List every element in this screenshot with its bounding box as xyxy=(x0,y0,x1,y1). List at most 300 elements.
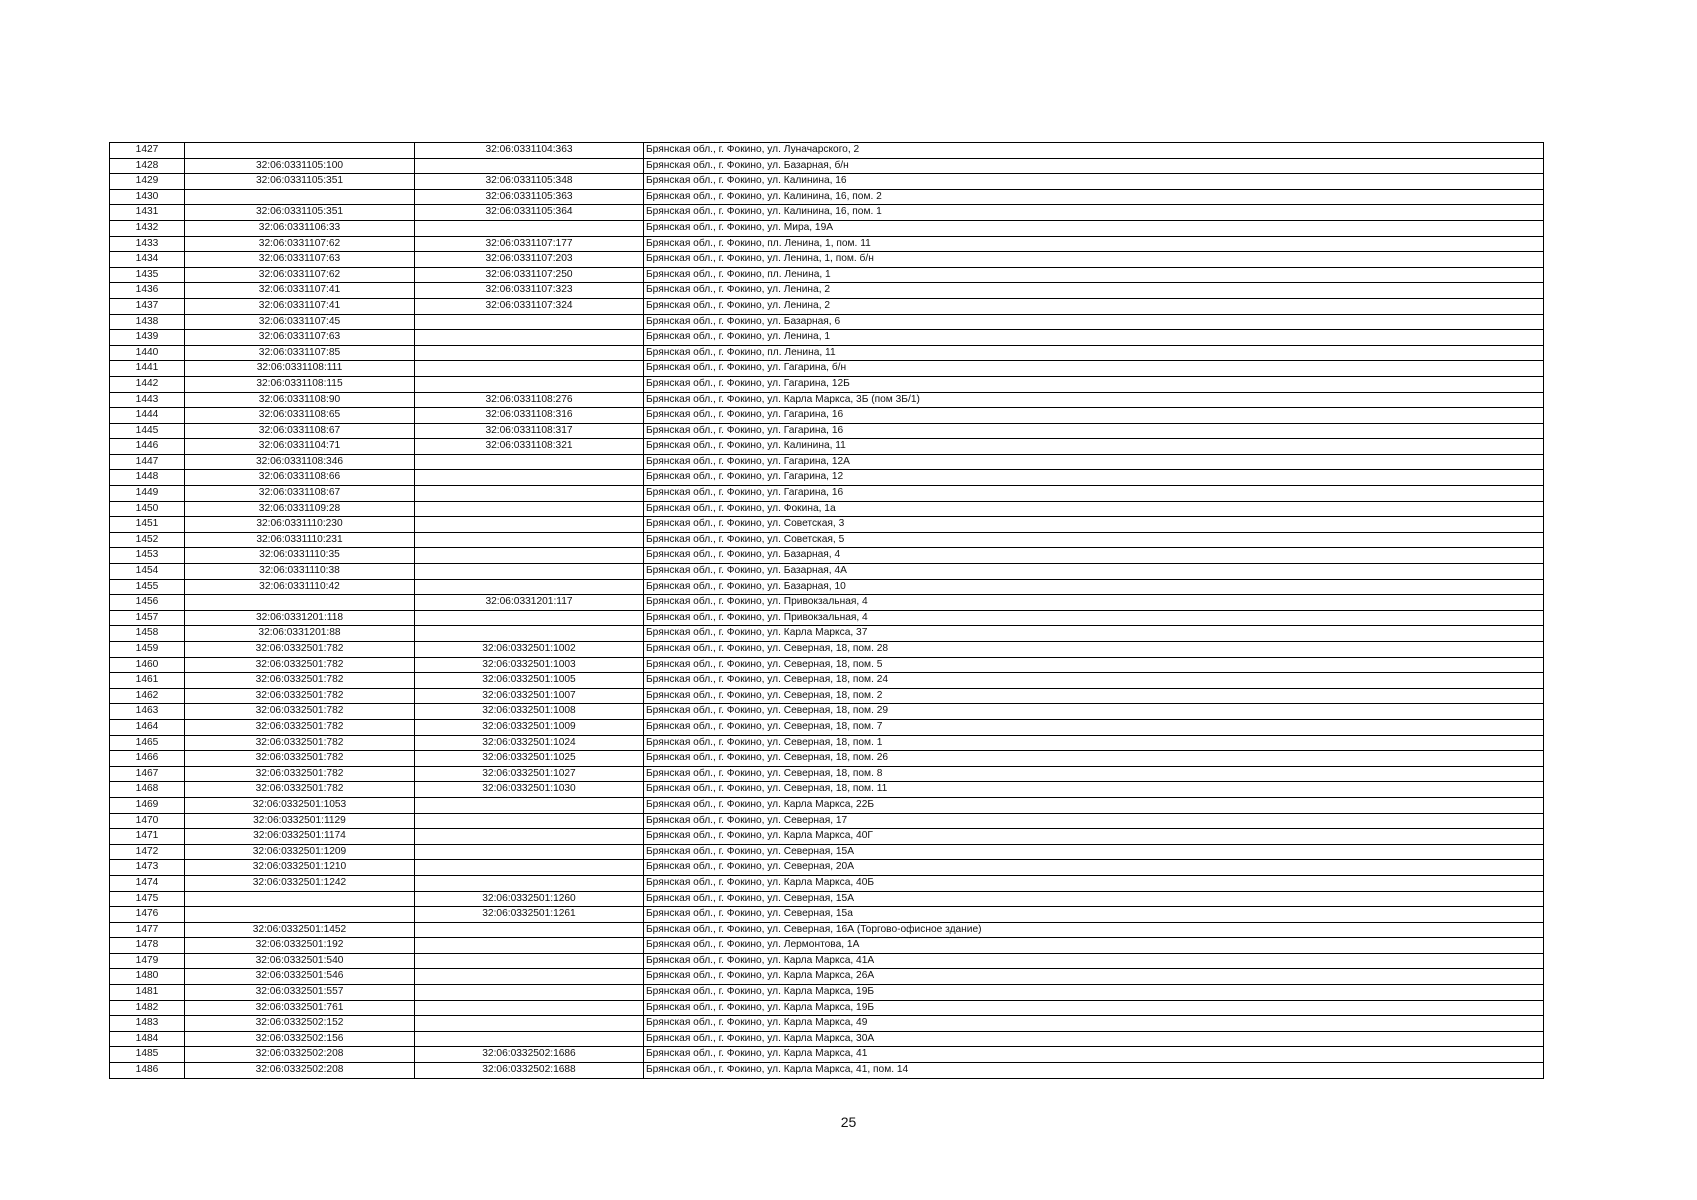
land-cadastral-number-cell: 32:06:0331107:45 xyxy=(185,314,415,330)
row-number-cell: 1483 xyxy=(110,1016,185,1032)
row-number-cell: 1440 xyxy=(110,345,185,361)
row-number-cell: 1434 xyxy=(110,252,185,268)
land-cadastral-number-cell xyxy=(185,595,415,611)
table-row xyxy=(110,392,1544,408)
table-row xyxy=(110,283,1544,299)
address-cell: Брянская обл., г. Фокино, ул. Северная, 18, пом. 29 xyxy=(644,704,1544,720)
table-row xyxy=(110,1016,1544,1032)
row-number-cell: 1444 xyxy=(110,408,185,424)
land-cadastral-number-cell: 32:06:0331110:35 xyxy=(185,548,415,564)
table-row xyxy=(110,922,1544,938)
table-row xyxy=(110,158,1544,174)
table-row xyxy=(110,938,1544,954)
land-cadastral-number-cell: 32:06:0331108:115 xyxy=(185,376,415,392)
building-cadastral-number-cell xyxy=(415,376,644,392)
address-cell: Брянская обл., г. Фокино, пл. Ленина, 1 xyxy=(644,267,1544,283)
address-cell: Брянская обл., г. Фокино, ул. Калинина, 11 xyxy=(644,439,1544,455)
table-row xyxy=(110,626,1544,642)
table-row xyxy=(110,579,1544,595)
table-row xyxy=(110,766,1544,782)
table-row xyxy=(110,314,1544,330)
row-number-cell: 1432 xyxy=(110,220,185,236)
table-row xyxy=(110,642,1544,658)
building-cadastral-number-cell xyxy=(415,158,644,174)
row-number-cell: 1455 xyxy=(110,579,185,595)
row-number-cell: 1442 xyxy=(110,376,185,392)
land-cadastral-number-cell: 32:06:0332501:782 xyxy=(185,766,415,782)
land-cadastral-number-cell: 32:06:0332502:156 xyxy=(185,1031,415,1047)
table-row xyxy=(110,797,1544,813)
address-cell: Брянская обл., г. Фокино, ул. Северная, 18, пом. 26 xyxy=(644,751,1544,767)
row-number-cell: 1443 xyxy=(110,392,185,408)
address-cell: Брянская обл., г. Фокино, ул. Калинина, 16 xyxy=(644,174,1544,190)
row-number-cell: 1477 xyxy=(110,922,185,938)
table-row xyxy=(110,844,1544,860)
table-row xyxy=(110,345,1544,361)
row-number-cell: 1454 xyxy=(110,564,185,580)
building-cadastral-number-cell: 32:06:0331105:348 xyxy=(415,174,644,190)
table-row xyxy=(110,439,1544,455)
address-cell: Брянская обл., г. Фокино, пл. Ленина, 1, пом. 11 xyxy=(644,236,1544,252)
building-cadastral-number-cell: 32:06:0331107:203 xyxy=(415,252,644,268)
address-cell: Брянская обл., г. Фокино, ул. Фокина, 1а xyxy=(644,501,1544,517)
address-cell: Брянская обл., г. Фокино, ул. Северная, 15А xyxy=(644,844,1544,860)
table-row xyxy=(110,891,1544,907)
building-cadastral-number-cell: 32:06:0332501:1007 xyxy=(415,688,644,704)
row-number-cell: 1449 xyxy=(110,486,185,502)
address-cell: Брянская обл., г. Фокино, ул. Северная, 15а xyxy=(644,907,1544,923)
building-cadastral-number-cell xyxy=(415,860,644,876)
building-cadastral-number-cell xyxy=(415,220,644,236)
address-cell: Брянская обл., г. Фокино, ул. Северная, 18, пом. 28 xyxy=(644,642,1544,658)
land-cadastral-number-cell: 32:06:0331110:231 xyxy=(185,532,415,548)
table-row xyxy=(110,953,1544,969)
land-cadastral-number-cell: 32:06:0332501:782 xyxy=(185,719,415,735)
address-cell: Брянская обл., г. Фокино, ул. Северная, 20А xyxy=(644,860,1544,876)
row-number-cell: 1441 xyxy=(110,361,185,377)
land-cadastral-number-cell: 32:06:0332501:782 xyxy=(185,704,415,720)
building-cadastral-number-cell: 32:06:0331107:324 xyxy=(415,298,644,314)
row-number-cell: 1428 xyxy=(110,158,185,174)
row-number-cell: 1478 xyxy=(110,938,185,954)
building-cadastral-number-cell xyxy=(415,486,644,502)
building-cadastral-number-cell xyxy=(415,579,644,595)
row-number-cell: 1468 xyxy=(110,782,185,798)
table-row xyxy=(110,486,1544,502)
building-cadastral-number-cell xyxy=(415,610,644,626)
row-number-cell: 1474 xyxy=(110,875,185,891)
land-cadastral-number-cell: 32:06:0331107:62 xyxy=(185,236,415,252)
row-number-cell: 1466 xyxy=(110,751,185,767)
building-cadastral-number-cell: 32:06:0331107:177 xyxy=(415,236,644,252)
table-row xyxy=(110,298,1544,314)
address-cell: Брянская обл., г. Фокино, ул. Северная, 18, пом. 7 xyxy=(644,719,1544,735)
building-cadastral-number-cell xyxy=(415,813,644,829)
land-cadastral-number-cell: 32:06:0331108:67 xyxy=(185,423,415,439)
building-cadastral-number-cell: 32:06:0331104:363 xyxy=(415,143,644,159)
table-row xyxy=(110,143,1544,159)
building-cadastral-number-cell: 32:06:0332502:1686 xyxy=(415,1047,644,1063)
land-cadastral-number-cell: 32:06:0331107:41 xyxy=(185,283,415,299)
address-cell: Брянская обл., г. Фокино, ул. Гагарина, 16 xyxy=(644,408,1544,424)
building-cadastral-number-cell xyxy=(415,454,644,470)
building-cadastral-number-cell: 32:06:0331105:364 xyxy=(415,205,644,221)
land-cadastral-number-cell: 32:06:0332501:1209 xyxy=(185,844,415,860)
land-cadastral-number-cell: 32:06:0332501:557 xyxy=(185,985,415,1001)
building-cadastral-number-cell: 32:06:0332501:1009 xyxy=(415,719,644,735)
table-row xyxy=(110,657,1544,673)
land-cadastral-number-cell: 32:06:0332501:782 xyxy=(185,673,415,689)
address-cell: Брянская обл., г. Фокино, ул. Советская, 3 xyxy=(644,517,1544,533)
address-cell: Брянская обл., г. Фокино, ул. Северная, 18, пом. 2 xyxy=(644,688,1544,704)
row-number-cell: 1482 xyxy=(110,1000,185,1016)
table-row xyxy=(110,719,1544,735)
building-cadastral-number-cell: 32:06:0332501:1027 xyxy=(415,766,644,782)
address-cell: Брянская обл., г. Фокино, ул. Гагарина, 16 xyxy=(644,486,1544,502)
address-cell: Брянская обл., г. Фокино, ул. Карла Маркса, 40Б xyxy=(644,875,1544,891)
building-cadastral-number-cell xyxy=(415,953,644,969)
land-cadastral-number-cell: 32:06:0331108:67 xyxy=(185,486,415,502)
address-cell: Брянская обл., г. Фокино, ул. Северная, 16А (Торгово-офисное здание) xyxy=(644,922,1544,938)
row-number-cell: 1470 xyxy=(110,813,185,829)
address-cell: Брянская обл., г. Фокино, ул. Гагарина, 16 xyxy=(644,423,1544,439)
building-cadastral-number-cell xyxy=(415,797,644,813)
page-number: 25 xyxy=(840,1114,857,1130)
address-cell: Брянская обл., г. Фокино, ул. Карла Маркса, 3Б (пом 3Б/1) xyxy=(644,392,1544,408)
row-number-cell: 1431 xyxy=(110,205,185,221)
land-cadastral-number-cell: 32:06:0332501:192 xyxy=(185,938,415,954)
row-number-cell: 1448 xyxy=(110,470,185,486)
table-row xyxy=(110,829,1544,845)
land-cadastral-number-cell: 32:06:0331107:63 xyxy=(185,330,415,346)
building-cadastral-number-cell: 32:06:0332502:1688 xyxy=(415,1063,644,1079)
table-row xyxy=(110,1047,1544,1063)
row-number-cell: 1430 xyxy=(110,189,185,205)
table-row xyxy=(110,735,1544,751)
address-cell: Брянская обл., г. Фокино, ул. Карла Маркса, 41 xyxy=(644,1047,1544,1063)
address-cell: Брянская обл., г. Фокино, ул. Привокзальная, 4 xyxy=(644,595,1544,611)
row-number-cell: 1459 xyxy=(110,642,185,658)
land-cadastral-number-cell: 32:06:0331106:33 xyxy=(185,220,415,236)
building-cadastral-number-cell xyxy=(415,470,644,486)
address-cell: Брянская обл., г. Фокино, ул. Калинина, 16, пом. 2 xyxy=(644,189,1544,205)
registry-table xyxy=(109,142,1544,1079)
land-cadastral-number-cell: 32:06:0332501:540 xyxy=(185,953,415,969)
address-cell: Брянская обл., г. Фокино, ул. Карла Маркса, 30А xyxy=(644,1031,1544,1047)
table-row xyxy=(110,1031,1544,1047)
land-cadastral-number-cell xyxy=(185,891,415,907)
row-number-cell: 1457 xyxy=(110,610,185,626)
row-number-cell: 1445 xyxy=(110,423,185,439)
address-cell: Брянская обл., г. Фокино, ул. Карла Маркса, 37 xyxy=(644,626,1544,642)
table-row xyxy=(110,361,1544,377)
row-number-cell: 1480 xyxy=(110,969,185,985)
building-cadastral-number-cell xyxy=(415,532,644,548)
row-number-cell: 1462 xyxy=(110,688,185,704)
land-cadastral-number-cell xyxy=(185,907,415,923)
building-cadastral-number-cell: 32:06:0331108:276 xyxy=(415,392,644,408)
table-row xyxy=(110,907,1544,923)
land-cadastral-number-cell: 32:06:0331107:62 xyxy=(185,267,415,283)
land-cadastral-number-cell: 32:06:0331105:351 xyxy=(185,205,415,221)
building-cadastral-number-cell: 32:06:0331108:321 xyxy=(415,439,644,455)
address-cell: Брянская обл., г. Фокино, ул. Ленина, 2 xyxy=(644,298,1544,314)
building-cadastral-number-cell: 32:06:0331201:117 xyxy=(415,595,644,611)
row-number-cell: 1484 xyxy=(110,1031,185,1047)
building-cadastral-number-cell xyxy=(415,969,644,985)
table-row xyxy=(110,423,1544,439)
building-cadastral-number-cell: 32:06:0331107:250 xyxy=(415,267,644,283)
building-cadastral-number-cell: 32:06:0332501:1025 xyxy=(415,751,644,767)
row-number-cell: 1439 xyxy=(110,330,185,346)
table-row xyxy=(110,595,1544,611)
row-number-cell: 1458 xyxy=(110,626,185,642)
land-cadastral-number-cell: 32:06:0332501:761 xyxy=(185,1000,415,1016)
table-row xyxy=(110,704,1544,720)
row-number-cell: 1435 xyxy=(110,267,185,283)
table-row xyxy=(110,969,1544,985)
building-cadastral-number-cell xyxy=(415,1016,644,1032)
land-cadastral-number-cell: 32:06:0332502:208 xyxy=(185,1063,415,1079)
row-number-cell: 1481 xyxy=(110,985,185,1001)
building-cadastral-number-cell xyxy=(415,517,644,533)
building-cadastral-number-cell: 32:06:0332501:1261 xyxy=(415,907,644,923)
address-cell: Брянская обл., г. Фокино, ул. Базарная, 4 xyxy=(644,548,1544,564)
table-row xyxy=(110,408,1544,424)
land-cadastral-number-cell: 32:06:0331110:230 xyxy=(185,517,415,533)
address-cell: Брянская обл., г. Фокино, ул. Ленина, 1 xyxy=(644,330,1544,346)
row-number-cell: 1453 xyxy=(110,548,185,564)
address-cell: Брянская обл., г. Фокино, ул. Северная, 18, пом. 1 xyxy=(644,735,1544,751)
building-cadastral-number-cell: 32:06:0332501:1003 xyxy=(415,657,644,673)
building-cadastral-number-cell: 32:06:0332501:1260 xyxy=(415,891,644,907)
land-cadastral-number-cell xyxy=(185,143,415,159)
address-cell: Брянская обл., г. Фокино, ул. Калинина, 16, пом. 1 xyxy=(644,205,1544,221)
building-cadastral-number-cell xyxy=(415,985,644,1001)
building-cadastral-number-cell xyxy=(415,1031,644,1047)
building-cadastral-number-cell xyxy=(415,829,644,845)
row-number-cell: 1461 xyxy=(110,673,185,689)
address-cell: Брянская обл., г. Фокино, ул. Лермонтова, 1А xyxy=(644,938,1544,954)
building-cadastral-number-cell xyxy=(415,345,644,361)
table-row xyxy=(110,751,1544,767)
table-row xyxy=(110,813,1544,829)
building-cadastral-number-cell: 32:06:0331108:317 xyxy=(415,423,644,439)
address-cell: Брянская обл., г. Фокино, ул. Базарная, 10 xyxy=(644,579,1544,595)
table-row xyxy=(110,782,1544,798)
table-row xyxy=(110,470,1544,486)
address-cell: Брянская обл., г. Фокино, ул. Базарная, 6 xyxy=(644,314,1544,330)
building-cadastral-number-cell: 32:06:0331108:316 xyxy=(415,408,644,424)
building-cadastral-number-cell xyxy=(415,626,644,642)
address-cell: Брянская обл., г. Фокино, ул. Мира, 19А xyxy=(644,220,1544,236)
land-cadastral-number-cell: 32:06:0331108:111 xyxy=(185,361,415,377)
land-cadastral-number-cell: 32:06:0332501:1452 xyxy=(185,922,415,938)
row-number-cell: 1433 xyxy=(110,236,185,252)
building-cadastral-number-cell xyxy=(415,938,644,954)
table-row xyxy=(110,532,1544,548)
building-cadastral-number-cell: 32:06:0332501:1005 xyxy=(415,673,644,689)
row-number-cell: 1460 xyxy=(110,657,185,673)
address-cell: Брянская обл., г. Фокино, ул. Карла Маркса, 41, пом. 14 xyxy=(644,1063,1544,1079)
building-cadastral-number-cell xyxy=(415,1000,644,1016)
address-cell: Брянская обл., г. Фокино, ул. Карла Маркса, 26А xyxy=(644,969,1544,985)
table-row xyxy=(110,376,1544,392)
building-cadastral-number-cell: 32:06:0332501:1002 xyxy=(415,642,644,658)
address-cell: Брянская обл., г. Фокино, ул. Базарная, 4А xyxy=(644,564,1544,580)
row-number-cell: 1469 xyxy=(110,797,185,813)
address-cell: Брянская обл., г. Фокино, ул. Ленина, 1, пом. б/н xyxy=(644,252,1544,268)
row-number-cell: 1452 xyxy=(110,532,185,548)
land-cadastral-number-cell: 32:06:0331108:66 xyxy=(185,470,415,486)
land-cadastral-number-cell: 32:06:0332502:152 xyxy=(185,1016,415,1032)
address-cell: Брянская обл., г. Фокино, ул. Северная, 15А xyxy=(644,891,1544,907)
row-number-cell: 1464 xyxy=(110,719,185,735)
table-row xyxy=(110,875,1544,891)
row-number-cell: 1467 xyxy=(110,766,185,782)
address-cell: Брянская обл., г. Фокино, ул. Северная, 18, пом. 8 xyxy=(644,766,1544,782)
address-cell: Брянская обл., г. Фокино, ул. Гагарина, 12А xyxy=(644,454,1544,470)
table-row xyxy=(110,860,1544,876)
land-cadastral-number-cell: 32:06:0332501:782 xyxy=(185,735,415,751)
table-row xyxy=(110,1063,1544,1079)
row-number-cell: 1437 xyxy=(110,298,185,314)
building-cadastral-number-cell: 32:06:0332501:1030 xyxy=(415,782,644,798)
land-cadastral-number-cell xyxy=(185,189,415,205)
address-cell: Брянская обл., г. Фокино, ул. Гагарина, 12Б xyxy=(644,376,1544,392)
table-row xyxy=(110,688,1544,704)
table-row xyxy=(110,174,1544,190)
row-number-cell: 1472 xyxy=(110,844,185,860)
address-cell: Брянская обл., г. Фокино, ул. Луначарского, 2 xyxy=(644,143,1544,159)
building-cadastral-number-cell xyxy=(415,548,644,564)
address-cell: Брянская обл., г. Фокино, ул. Карла Маркса, 19Б xyxy=(644,985,1544,1001)
registry-table-body xyxy=(110,143,1544,1079)
table-row xyxy=(110,236,1544,252)
row-number-cell: 1473 xyxy=(110,860,185,876)
table-row xyxy=(110,220,1544,236)
land-cadastral-number-cell: 32:06:0332501:1210 xyxy=(185,860,415,876)
table-row xyxy=(110,673,1544,689)
address-cell: Брянская обл., г. Фокино, ул. Ленина, 2 xyxy=(644,283,1544,299)
land-cadastral-number-cell: 32:06:0331201:118 xyxy=(185,610,415,626)
land-cadastral-number-cell: 32:06:0332501:782 xyxy=(185,642,415,658)
address-cell: Брянская обл., г. Фокино, пл. Ленина, 11 xyxy=(644,345,1544,361)
table-row xyxy=(110,1000,1544,1016)
table-row xyxy=(110,330,1544,346)
land-cadastral-number-cell: 32:06:0332501:1129 xyxy=(185,813,415,829)
building-cadastral-number-cell xyxy=(415,922,644,938)
address-cell: Брянская обл., г. Фокино, ул. Северная, 18, пом. 5 xyxy=(644,657,1544,673)
address-cell: Брянская обл., г. Фокино, ул. Базарная, б/н xyxy=(644,158,1544,174)
address-cell: Брянская обл., г. Фокино, ул. Привокзальная, 4 xyxy=(644,610,1544,626)
building-cadastral-number-cell: 32:06:0331107:323 xyxy=(415,283,644,299)
address-cell: Брянская обл., г. Фокино, ул. Карла Маркса, 49 xyxy=(644,1016,1544,1032)
row-number-cell: 1450 xyxy=(110,501,185,517)
address-cell: Брянская обл., г. Фокино, ул. Северная, 18, пом. 24 xyxy=(644,673,1544,689)
land-cadastral-number-cell: 32:06:0331107:63 xyxy=(185,252,415,268)
land-cadastral-number-cell: 32:06:0331109:28 xyxy=(185,501,415,517)
address-cell: Брянская обл., г. Фокино, ул. Гагарина, б/н xyxy=(644,361,1544,377)
land-cadastral-number-cell: 32:06:0332501:1053 xyxy=(185,797,415,813)
building-cadastral-number-cell xyxy=(415,875,644,891)
land-cadastral-number-cell: 32:06:0332501:782 xyxy=(185,782,415,798)
row-number-cell: 1476 xyxy=(110,907,185,923)
row-number-cell: 1438 xyxy=(110,314,185,330)
address-cell: Брянская обл., г. Фокино, ул. Северная, 17 xyxy=(644,813,1544,829)
row-number-cell: 1485 xyxy=(110,1047,185,1063)
building-cadastral-number-cell: 32:06:0332501:1008 xyxy=(415,704,644,720)
table-row xyxy=(110,985,1544,1001)
row-number-cell: 1475 xyxy=(110,891,185,907)
table-row xyxy=(110,189,1544,205)
land-cadastral-number-cell: 32:06:0331107:41 xyxy=(185,298,415,314)
address-cell: Брянская обл., г. Фокино, ул. Советская, 5 xyxy=(644,532,1544,548)
address-cell: Брянская обл., г. Фокино, ул. Гагарина, 12 xyxy=(644,470,1544,486)
building-cadastral-number-cell: 32:06:0332501:1024 xyxy=(415,735,644,751)
table-row xyxy=(110,564,1544,580)
address-cell: Брянская обл., г. Фокино, ул. Северная, 18, пом. 11 xyxy=(644,782,1544,798)
building-cadastral-number-cell xyxy=(415,330,644,346)
table-row xyxy=(110,501,1544,517)
land-cadastral-number-cell: 32:06:0332501:782 xyxy=(185,688,415,704)
building-cadastral-number-cell: 32:06:0331105:363 xyxy=(415,189,644,205)
row-number-cell: 1471 xyxy=(110,829,185,845)
address-cell: Брянская обл., г. Фокино, ул. Карла Маркса, 41А xyxy=(644,953,1544,969)
land-cadastral-number-cell: 32:06:0332501:782 xyxy=(185,657,415,673)
land-cadastral-number-cell: 32:06:0332502:208 xyxy=(185,1047,415,1063)
land-cadastral-number-cell: 32:06:0332501:782 xyxy=(185,751,415,767)
table-row xyxy=(110,267,1544,283)
address-cell: Брянская обл., г. Фокино, ул. Карла Маркса, 22Б xyxy=(644,797,1544,813)
land-cadastral-number-cell: 32:06:0332501:1242 xyxy=(185,875,415,891)
land-cadastral-number-cell: 32:06:0331105:100 xyxy=(185,158,415,174)
land-cadastral-number-cell: 32:06:0331107:85 xyxy=(185,345,415,361)
row-number-cell: 1479 xyxy=(110,953,185,969)
row-number-cell: 1465 xyxy=(110,735,185,751)
land-cadastral-number-cell: 32:06:0331110:42 xyxy=(185,579,415,595)
row-number-cell: 1486 xyxy=(110,1063,185,1079)
land-cadastral-number-cell: 32:06:0332501:1174 xyxy=(185,829,415,845)
row-number-cell: 1446 xyxy=(110,439,185,455)
row-number-cell: 1451 xyxy=(110,517,185,533)
land-cadastral-number-cell: 32:06:0331110:38 xyxy=(185,564,415,580)
land-cadastral-number-cell: 32:06:0331108:346 xyxy=(185,454,415,470)
land-cadastral-number-cell: 32:06:0331201:88 xyxy=(185,626,415,642)
building-cadastral-number-cell xyxy=(415,361,644,377)
table-row xyxy=(110,454,1544,470)
table-row xyxy=(110,548,1544,564)
row-number-cell: 1436 xyxy=(110,283,185,299)
building-cadastral-number-cell xyxy=(415,501,644,517)
row-number-cell: 1429 xyxy=(110,174,185,190)
building-cadastral-number-cell xyxy=(415,314,644,330)
table-row xyxy=(110,205,1544,221)
land-cadastral-number-cell: 32:06:0331105:351 xyxy=(185,174,415,190)
table-row xyxy=(110,610,1544,626)
land-cadastral-number-cell: 32:06:0332501:546 xyxy=(185,969,415,985)
land-cadastral-number-cell: 32:06:0331108:65 xyxy=(185,408,415,424)
land-cadastral-number-cell: 32:06:0331104:71 xyxy=(185,439,415,455)
table-row xyxy=(110,517,1544,533)
row-number-cell: 1447 xyxy=(110,454,185,470)
address-cell: Брянская обл., г. Фокино, ул. Карла Маркса, 40Г xyxy=(644,829,1544,845)
building-cadastral-number-cell xyxy=(415,564,644,580)
table-row xyxy=(110,252,1544,268)
row-number-cell: 1463 xyxy=(110,704,185,720)
building-cadastral-number-cell xyxy=(415,844,644,860)
address-cell: Брянская обл., г. Фокино, ул. Карла Маркса, 19Б xyxy=(644,1000,1544,1016)
